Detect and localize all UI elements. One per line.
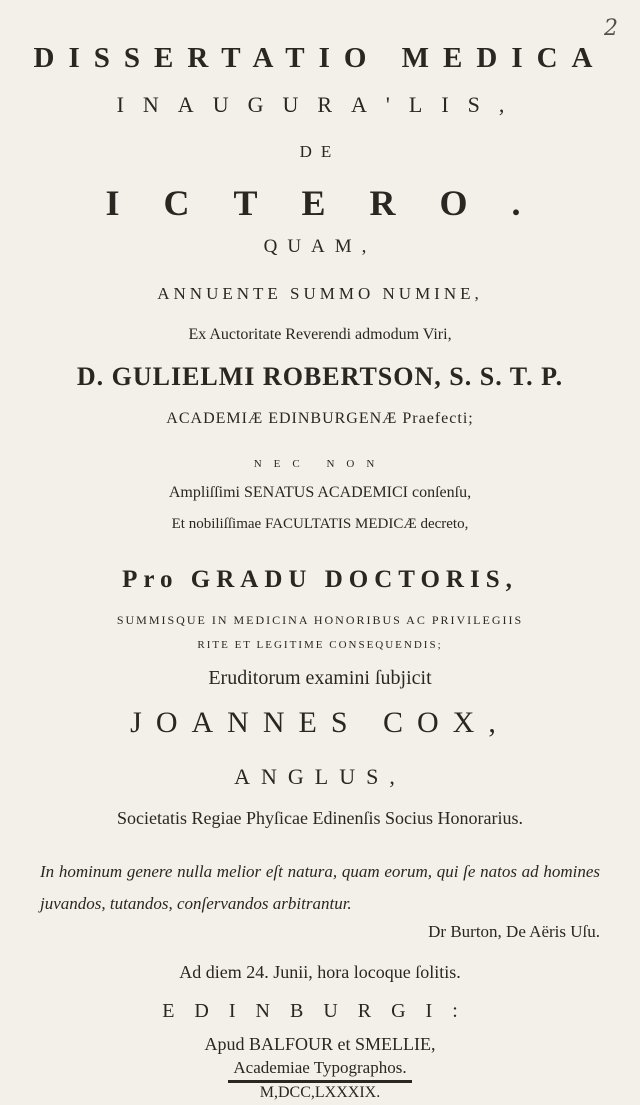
epigraph-source: Dr Burton, De Aëris Uſu.: [428, 922, 600, 941]
author-name: JOANNES COX,: [130, 706, 510, 739]
subject-title: ICTERO.: [105, 183, 565, 223]
printer-line: Apud BALFOUR et SMELLIE,: [204, 1034, 436, 1054]
annuente-line: ANNUENTE SUMMO NUMINE,: [157, 284, 483, 303]
de-line: DE: [299, 142, 341, 161]
date-line: Ad diem 24. Junii, hora locoque ſolitis.: [179, 962, 461, 982]
ex-auctoritate-line: Ex Auctoritate Reverendi admodum Viri,: [188, 326, 452, 343]
title-line-1: DISSERTATIO MEDICA: [33, 42, 607, 74]
nobilissimae-line: Et nobiliſſimae FACULTATIS MEDICÆ decreto,: [171, 516, 469, 532]
epigraph-quote: In hominum genere nulla melior eſt natura, quam eorum, qui ſe natos ad homines juvandos, tutandos, conſervandos arbitrantur.: [40, 862, 600, 913]
summisque-line: SUMMISQUE IN MEDICINA HONORIBUS AC PRIVILEGIIS: [116, 613, 524, 627]
page-number: 2: [604, 16, 618, 41]
eruditorum-line: Eruditorum examini ſubjicit: [208, 667, 432, 689]
imprint-year: M,DCC,LXXXIX.: [259, 1084, 381, 1101]
nec-non-line: NEC NON: [253, 458, 387, 470]
quam-line: QUAM,: [263, 236, 377, 257]
rite-line: RITE ET LEGITIME CONSEQUENDIS;: [197, 639, 443, 651]
printer-title-line: Academiae Typographos.: [233, 1058, 407, 1077]
societatis-line: Societatis Regiae Phyſicae Edinenſis Socius Honorarius.: [117, 808, 523, 828]
imprint-city: EDINBURGI:: [162, 1000, 478, 1022]
pro-gradu-line: Pro GRADU DOCTORIS,: [122, 566, 518, 593]
academiae-line: ACADEMIÆ EDINBURGENÆ Praefecti;: [166, 410, 474, 427]
principal-name: D. GULIELMI ROBERTSON, S. S. T. P.: [76, 362, 564, 391]
amplissimi-line: Ampliſſimi SENATUS ACADEMICI conſenſu,: [168, 484, 472, 501]
imprint-rule: [228, 1080, 412, 1083]
title-line-2: INAUGURA'LIS,: [116, 92, 524, 117]
nationality-line: ANGLUS,: [234, 764, 406, 789]
